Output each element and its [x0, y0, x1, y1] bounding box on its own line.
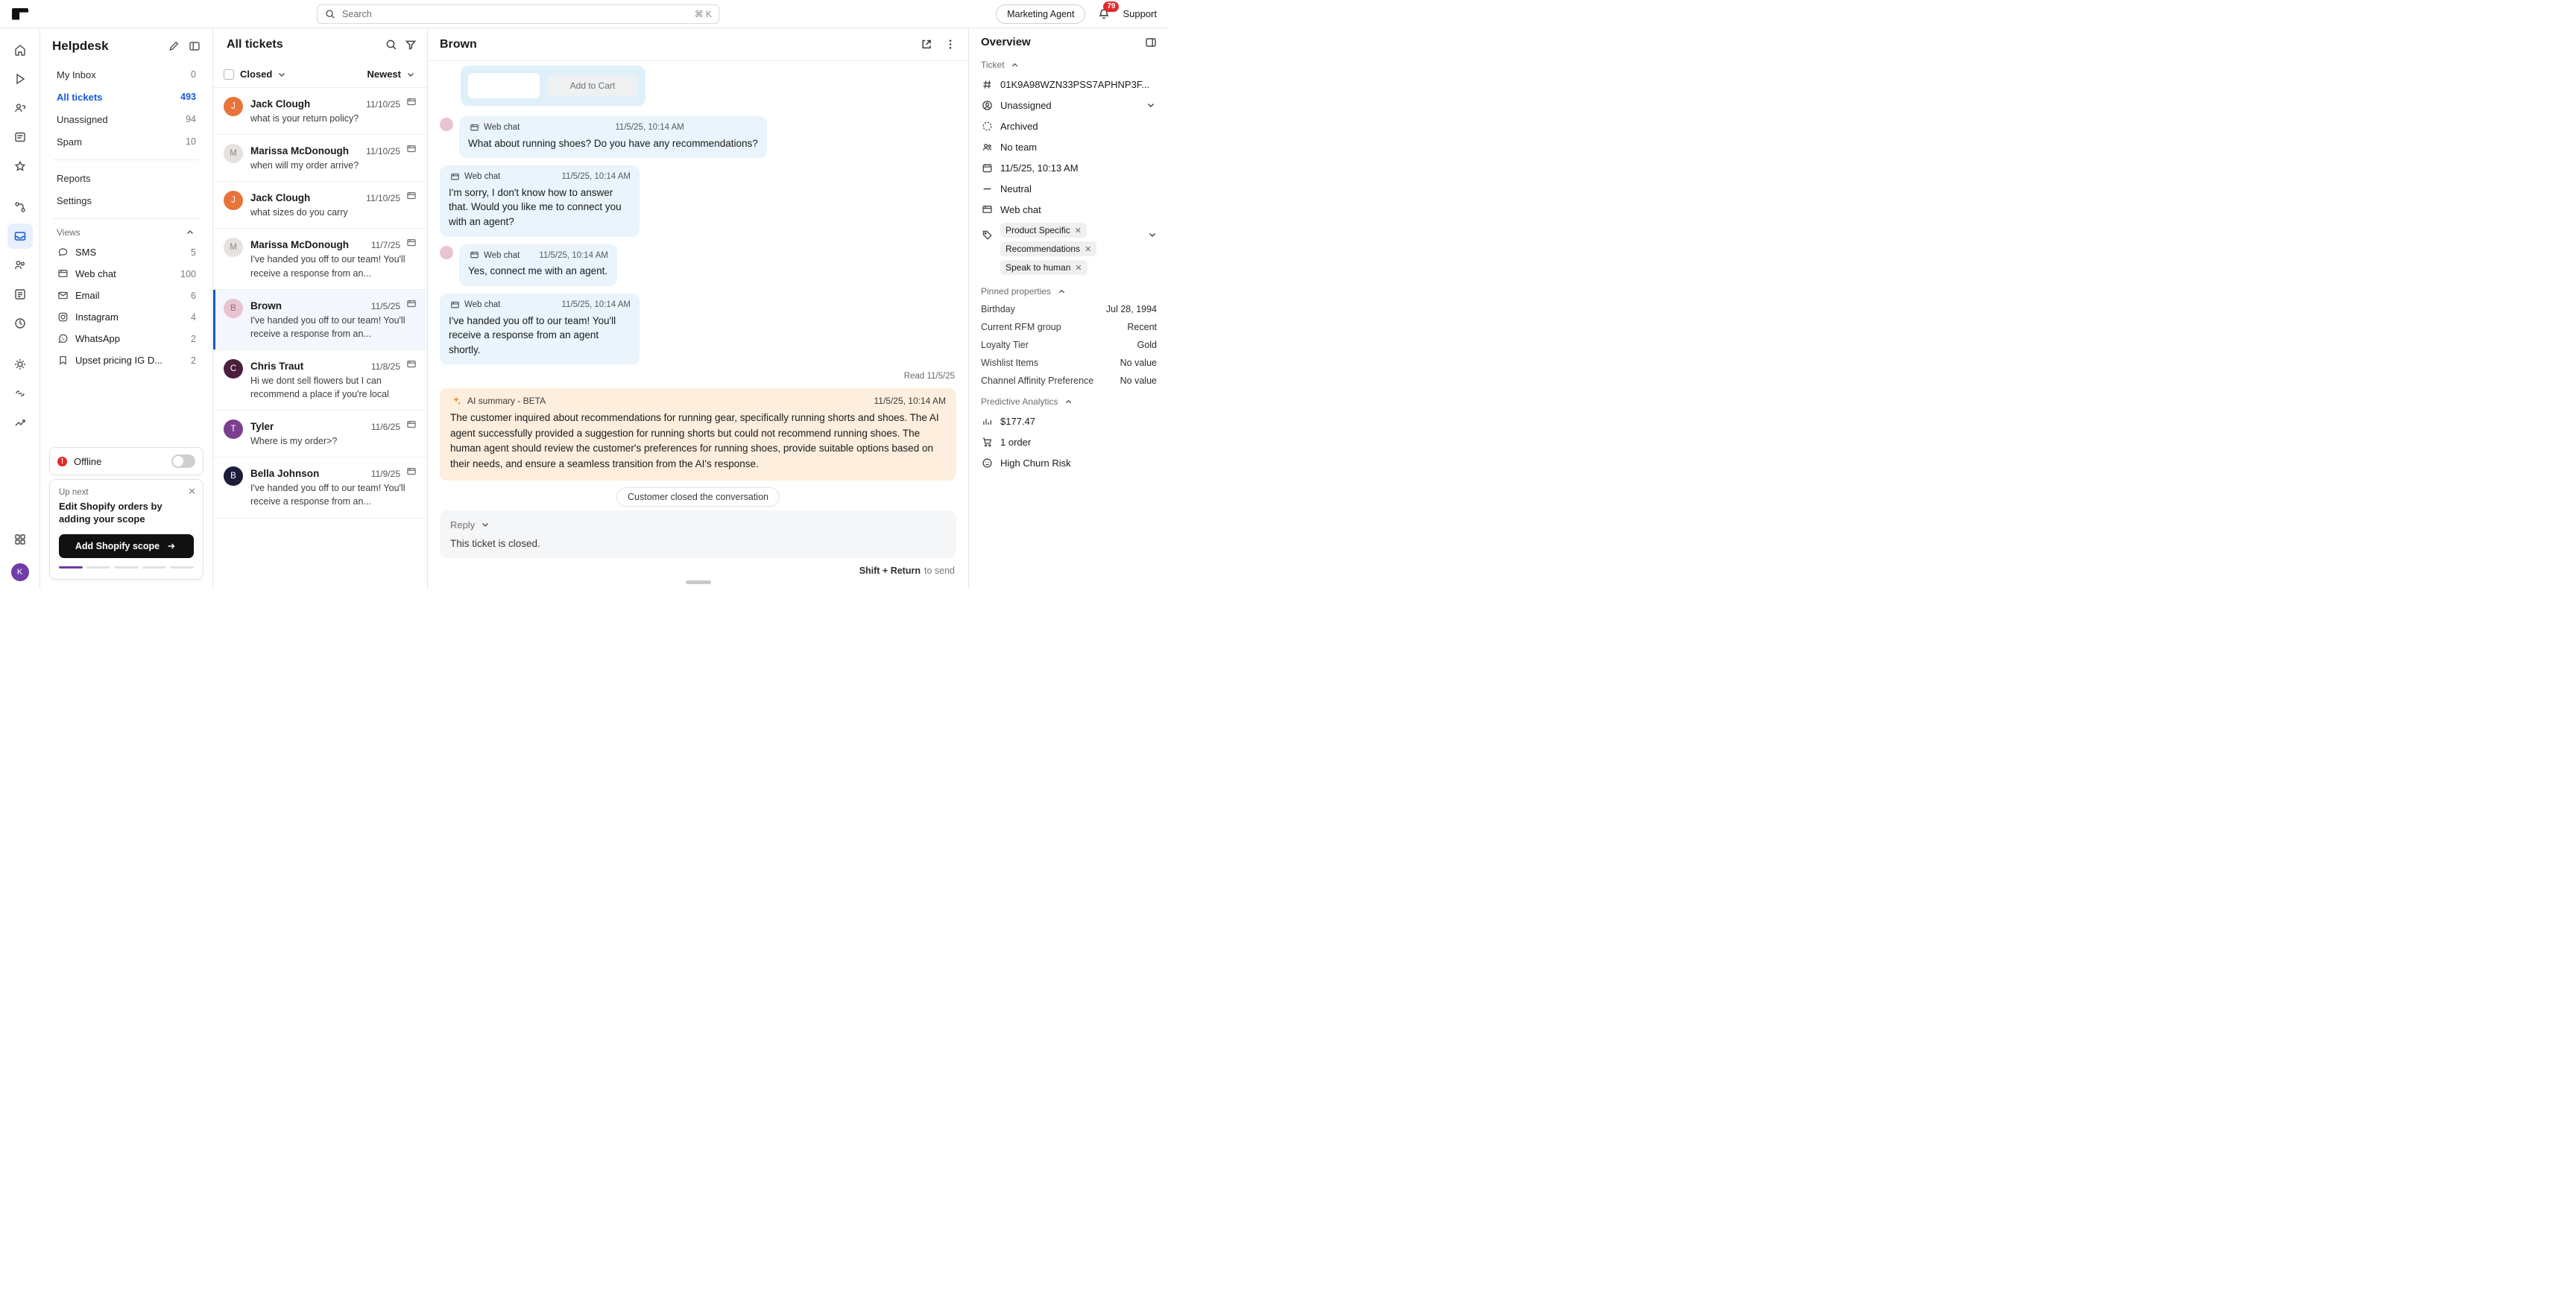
agent-status-bar[interactable] — [49, 447, 203, 475]
webchat-icon — [406, 144, 417, 154]
rail-apps-icon[interactable] — [7, 527, 33, 552]
reply-mode-dropdown[interactable] — [450, 519, 946, 531]
ticket-preview: I've handed you off to our team! You'll receive a response from an... — [250, 254, 405, 279]
rail-profiles-icon[interactable] — [7, 253, 33, 278]
churn-risk-row — [969, 452, 1169, 473]
search-shortcut: ⌘ K — [694, 8, 713, 19]
search-placeholder: Search — [342, 8, 372, 19]
sidebar-item-label: Unassigned — [57, 113, 108, 125]
collapse-panel-icon[interactable] — [189, 40, 201, 52]
table-row[interactable] — [213, 229, 427, 289]
table-row[interactable] — [213, 135, 427, 182]
avatar: M — [224, 144, 243, 163]
sidebar-item-count: 0 — [191, 69, 196, 80]
sidebar-item-reports[interactable] — [52, 168, 201, 189]
views-label: Views — [57, 227, 80, 238]
icon-rail — [0, 28, 40, 589]
pinned-section-label: Pinned properties — [981, 286, 1052, 297]
sidebar-view-count: 100 — [180, 268, 196, 279]
sidebar-item-settings[interactable] — [52, 190, 201, 211]
webchat-icon — [449, 299, 461, 311]
ticket-list-title: All tickets — [227, 38, 283, 51]
ticket-section-header[interactable] — [969, 53, 1169, 74]
message-time: 11/5/25, 10:14 AM — [561, 300, 631, 309]
rail-flows-icon[interactable] — [7, 194, 33, 220]
ticket-preview: what sizes do you carry — [250, 207, 348, 218]
product-image — [468, 73, 540, 98]
property-key: Current RFM group — [981, 322, 1061, 332]
created-value: 11/5/25, 10:13 AM — [1000, 162, 1079, 174]
chevron-up-icon — [1062, 396, 1074, 408]
webchat-icon — [406, 419, 417, 430]
avatar: T — [224, 419, 243, 439]
logo-icon — [12, 8, 28, 20]
rail-growth-icon[interactable] — [7, 410, 33, 435]
chevron-down-icon[interactable] — [1146, 229, 1158, 241]
close-icon[interactable]: ✕ — [188, 485, 196, 497]
message-row — [440, 244, 956, 286]
message-bubble — [459, 116, 767, 158]
rail-integrations-icon[interactable] — [7, 381, 33, 406]
message-text: I've handed you off to our team! You'll receive a response from an agent shortly. — [449, 314, 616, 355]
archive-icon — [981, 120, 993, 132]
sidebar-item-label: Settings — [57, 194, 92, 206]
chevron-down-icon — [405, 69, 417, 80]
message-row — [440, 116, 956, 158]
sidebar-view-label: WhatsApp — [75, 333, 120, 344]
overview-panel — [969, 28, 1169, 589]
ticket-date: 11/10/25 — [366, 193, 400, 204]
status-filter-dropdown[interactable] — [240, 69, 288, 80]
reply-composer[interactable] — [440, 510, 956, 558]
tag-icon — [981, 229, 993, 241]
ticket-preview: I've handed you off to our team! You'll receive a response from an... — [250, 483, 405, 507]
churn-risk-value: High Churn Risk — [1000, 457, 1071, 469]
tag-list — [1000, 223, 1139, 275]
sidebar-view-label: Upset pricing IG D... — [75, 355, 163, 366]
webchat-icon — [406, 359, 417, 370]
sort-label: Newest — [367, 69, 401, 80]
sidebar-view-upset-pricing[interactable] — [52, 349, 201, 371]
instagram-icon — [57, 311, 69, 323]
channel-value: Web chat — [1000, 203, 1041, 215]
message-channel — [468, 121, 520, 134]
sidebar-view-web-chat[interactable] — [52, 263, 201, 285]
ticket-date: 11/8/25 — [370, 361, 400, 372]
global-search-wrap — [40, 4, 996, 24]
ticket-preview: when will my order arrive? — [250, 160, 359, 171]
chevron-down-icon[interactable] — [1145, 99, 1157, 111]
message-time: 11/5/25, 10:14 AM — [539, 250, 608, 260]
property-value: No value — [1120, 358, 1157, 368]
reply-mode-label: Reply — [450, 519, 476, 531]
ticket-name: Jack Clough — [250, 192, 311, 204]
rail-campaigns-icon[interactable] — [7, 124, 33, 150]
conversation-closed-note — [440, 491, 956, 502]
order-count-value: 1 order — [1000, 436, 1032, 448]
chevron-down-icon — [479, 519, 491, 531]
person-icon — [981, 99, 993, 111]
ticket-list-toolbar — [213, 61, 427, 88]
sort-dropdown[interactable] — [367, 69, 417, 80]
app-body — [0, 28, 1169, 589]
team-row[interactable] — [969, 136, 1169, 157]
up-next-eyebrow: Up next — [59, 487, 89, 497]
remove-tag-icon[interactable]: ✕ — [1075, 263, 1082, 273]
team-value: No team — [1000, 141, 1038, 153]
status-badge[interactable] — [1000, 260, 1087, 275]
message-row — [440, 294, 640, 364]
message-bubble — [459, 244, 617, 286]
webchat-icon — [406, 97, 417, 107]
property-key: Loyalty Tier — [981, 340, 1029, 350]
ticket-preview: I've handed you off to our team! You'll receive a response from an... — [250, 314, 405, 339]
sidebar-view-label: Instagram — [75, 311, 119, 323]
sidebar-divider — [54, 159, 199, 160]
email-icon — [57, 290, 69, 302]
sidebar-item-my-inbox[interactable] — [52, 64, 201, 85]
status-filter-label: Closed — [240, 69, 273, 80]
collapse-overview-icon[interactable] — [1145, 37, 1157, 48]
created-row — [969, 157, 1169, 178]
message-bubble — [440, 165, 640, 236]
property-key: Channel Affinity Preference — [981, 376, 1094, 386]
table-row[interactable] — [213, 290, 427, 350]
ticket-list-panel — [213, 28, 428, 589]
tags-row — [969, 220, 1169, 279]
top-bar-right — [996, 1, 1169, 24]
add-shopify-scope-label: Add Shopify scope — [75, 541, 160, 551]
ticket-name: Bella Johnson — [250, 468, 320, 480]
ticket-date: 11/10/25 — [366, 99, 400, 110]
sidebar-view-count: 2 — [191, 355, 196, 366]
rail-bottom — [7, 527, 33, 581]
predicted-value-row — [969, 411, 1169, 431]
bookmark-icon — [57, 355, 69, 367]
ticket-name: Chris Traut — [250, 360, 304, 372]
avatar — [440, 246, 453, 259]
onboarding-progress — [59, 566, 194, 569]
composer-hint — [428, 566, 968, 580]
webchat-icon — [406, 466, 417, 477]
channel-label: Web chat — [464, 172, 501, 182]
conversation-title: Brown — [440, 37, 477, 51]
views-section-header[interactable] — [52, 227, 201, 238]
avatar: B — [224, 466, 243, 486]
sidebar-title: Helpdesk — [52, 39, 109, 53]
message-row — [440, 165, 640, 236]
top-bar — [0, 0, 1169, 28]
up-next-card — [49, 479, 203, 580]
composer-text: This ticket is closed. — [450, 538, 540, 549]
chevron-up-icon — [1009, 59, 1021, 71]
webchat-icon — [468, 250, 480, 262]
add-to-cart-button[interactable]: Add to Cart — [547, 75, 638, 96]
tag-label: Product Specific — [1006, 225, 1070, 235]
sms-icon — [57, 247, 69, 259]
sidebar-header — [52, 39, 201, 54]
app-root — [0, 0, 1169, 589]
sparkle-icon — [450, 395, 462, 407]
sentiment-value: Neutral — [1000, 183, 1032, 194]
message-list — [428, 61, 968, 510]
chevron-up-icon — [184, 227, 196, 238]
channel-label: Web chat — [464, 300, 501, 309]
chart-icon — [981, 415, 993, 427]
ticket-section-label: Ticket — [981, 60, 1005, 70]
cart-icon — [981, 436, 993, 448]
ticket-id-value: 01K9A98WZN33PSS7APHNP3F... — [1000, 78, 1150, 90]
search-input[interactable] — [317, 4, 719, 24]
message-text: What about running shoes? Do you have any recommendations? — [468, 137, 758, 149]
ai-summary-card — [440, 388, 956, 481]
sidebar-item-spam[interactable] — [52, 131, 201, 152]
property-value: Gold — [1137, 340, 1157, 350]
sidebar-view-count: 6 — [191, 290, 196, 301]
webchat-icon — [449, 171, 461, 183]
sidebar-view-label: Web chat — [75, 268, 116, 279]
team-icon — [981, 141, 993, 153]
ticket-preview: Hi we dont sell flowers but I can recommend a place if you're local — [250, 375, 389, 399]
ticket-date: 11/6/25 — [370, 422, 400, 433]
sidebar-view-count: 4 — [191, 311, 196, 323]
sidebar-item-label: Reports — [57, 172, 91, 184]
webchat-icon — [468, 121, 480, 133]
list-item[interactable] — [969, 336, 1169, 354]
app-logo[interactable] — [0, 8, 40, 20]
notifications-button[interactable] — [1096, 1, 1116, 22]
status-label: Offline — [74, 455, 102, 467]
ticket-date: 11/10/25 — [366, 146, 400, 157]
conversation-header — [428, 28, 968, 61]
up-next-title: Edit Shopify orders by adding your scope — [59, 500, 162, 525]
ticket-preview: Where is my order>? — [250, 436, 338, 447]
webchat-icon — [406, 191, 417, 201]
order-count-row — [969, 431, 1169, 452]
ticket-date: 11/7/25 — [370, 240, 400, 251]
conversation-panel — [428, 28, 969, 589]
avatar: J — [224, 97, 243, 116]
sidebar-item-count: 94 — [186, 114, 196, 124]
sidebar-item-label: Spam — [57, 136, 82, 148]
support-link[interactable]: Support — [1123, 8, 1157, 19]
status-badge[interactable] — [1000, 241, 1096, 256]
ticket-preview: what is your return policy? — [250, 113, 359, 124]
whatsapp-icon — [57, 333, 69, 345]
sidebar-item-count: 493 — [180, 92, 196, 102]
channel-label: Web chat — [484, 123, 520, 132]
rail-helpdesk-icon[interactable] — [7, 224, 33, 249]
composer-hint-text: to send — [924, 566, 955, 576]
channel-row — [969, 199, 1169, 220]
webchat-icon — [406, 238, 417, 248]
neutral-sentiment-icon — [981, 183, 993, 194]
remove-tag-icon[interactable]: ✕ — [1085, 244, 1092, 254]
ai-summary-time: 11/5/25, 10:14 AM — [874, 396, 946, 407]
table-row[interactable] — [213, 457, 427, 518]
avatar: M — [224, 238, 243, 257]
message-channel — [449, 299, 500, 311]
archived-row[interactable] — [969, 115, 1169, 136]
webchat-icon — [406, 299, 417, 309]
sidebar-view-count: 5 — [191, 247, 196, 258]
property-value: No value — [1120, 376, 1157, 386]
helpdesk-sidebar — [40, 28, 213, 589]
ticket-name: Marissa McDonough — [250, 145, 350, 157]
property-key: Wishlist Items — [981, 358, 1039, 368]
ai-summary-label: AI summary - BETA — [467, 396, 546, 407]
chevron-down-icon — [276, 69, 288, 80]
ticket-name: Tyler — [250, 421, 274, 433]
face-icon — [981, 457, 993, 469]
search-icon — [324, 8, 336, 20]
avatar: J — [224, 191, 243, 210]
ticket-id-row[interactable] — [969, 74, 1169, 95]
list-filter-icon[interactable] — [405, 39, 417, 51]
composer-hint-shortcut: Shift + Return — [859, 566, 921, 576]
sidebar-view-count: 2 — [191, 333, 196, 344]
assignee-value: Unassigned — [1000, 99, 1052, 111]
sidebar-divider-2 — [54, 218, 199, 219]
ticket-name: Jack Clough — [250, 98, 311, 110]
chevron-up-icon — [1055, 285, 1067, 297]
ticket-list-items — [213, 88, 427, 589]
rail-reviews-icon[interactable] — [7, 153, 33, 179]
webchat-icon — [57, 268, 69, 280]
tag-label: Recommendations — [1006, 244, 1081, 254]
open-external-icon[interactable] — [921, 39, 932, 51]
sidebar-item-unassigned[interactable] — [52, 109, 201, 130]
table-row[interactable] — [213, 350, 427, 411]
status-toggle[interactable] — [171, 455, 195, 468]
list-search-icon[interactable] — [385, 39, 397, 51]
rail-forms-icon[interactable] — [7, 282, 33, 307]
more-options-icon[interactable] — [944, 39, 956, 51]
predictive-section-header[interactable] — [969, 390, 1169, 411]
tag-label: Speak to human — [1006, 262, 1071, 273]
remove-tag-icon[interactable]: ✕ — [1074, 226, 1082, 235]
product-card[interactable] — [461, 66, 645, 106]
sidebar-view-email[interactable] — [52, 285, 201, 306]
arrow-right-icon — [165, 540, 177, 552]
message-channel — [449, 171, 500, 183]
ticket-date: 11/5/25 — [370, 300, 400, 311]
avatar: C — [224, 359, 243, 379]
rail-automations-icon[interactable] — [7, 66, 33, 92]
add-shopify-scope-button[interactable] — [59, 534, 194, 558]
predicted-value: $177.47 — [1000, 415, 1035, 427]
sidebar-item-all-tickets[interactable] — [52, 86, 201, 107]
ticket-name: Marissa McDonough — [250, 239, 350, 251]
ai-summary-text: The customer inquired about recommendations for running gear, specifically running shorts and shoes. The AI agent successfully provided a suggestion for running shorts but could not recommend running shoes. The human agent should review the customer's preferences for running shoes, provide suitable options based on their needs, and ensure a seamless transition from the AI's response. — [450, 412, 939, 469]
sidebar-item-label: All tickets — [57, 91, 103, 103]
read-receipt: Read 11/5/25 — [903, 372, 955, 381]
closed-note-label: Customer closed the conversation — [616, 487, 780, 507]
sidebar-view-whatsapp[interactable] — [52, 328, 201, 349]
resize-handle[interactable] — [686, 580, 711, 584]
sidebar-folders — [52, 64, 201, 152]
message-channel — [468, 250, 520, 262]
predictive-section-label: Predictive Analytics — [981, 396, 1058, 407]
table-row[interactable] — [213, 88, 427, 135]
sidebar-item-count: 10 — [186, 136, 196, 147]
list-item[interactable] — [969, 318, 1169, 336]
avatar: B — [224, 299, 243, 318]
list-item[interactable] — [969, 354, 1169, 372]
property-value: Jul 28, 1994 — [1105, 304, 1157, 314]
hash-icon — [981, 78, 993, 90]
sentiment-row — [969, 178, 1169, 199]
archived-value: Archived — [1000, 120, 1038, 132]
message-text: I'm sorry, I don't know how to answer that. Would you like me to connect you with an agent? — [449, 186, 622, 228]
overview-header — [969, 28, 1169, 53]
overview-title: Overview — [981, 36, 1031, 48]
sidebar-item-label: My Inbox — [57, 69, 96, 80]
marketing-agent-button[interactable]: Marketing Agent — [996, 4, 1085, 24]
webchat-icon — [981, 203, 993, 215]
rail-analytics-icon[interactable] — [7, 311, 33, 336]
message-text: Yes, connect me with an agent. — [468, 265, 608, 277]
channel-label: Web chat — [484, 250, 520, 260]
message-bubble — [440, 294, 640, 364]
rail-ideas-icon[interactable] — [7, 352, 33, 377]
status-offline-icon: ! — [57, 457, 67, 466]
ticket-name: Brown — [250, 300, 282, 311]
ticket-date: 11/9/25 — [370, 469, 400, 480]
calendar-icon — [981, 162, 993, 174]
message-time: 11/5/25, 10:14 AM — [615, 123, 684, 132]
ticket-list-header — [213, 28, 427, 61]
status-badge[interactable] — [1000, 223, 1087, 238]
table-row[interactable] — [213, 182, 427, 229]
rail-home-icon[interactable] — [7, 37, 33, 63]
pinned-section-header[interactable] — [969, 279, 1169, 300]
property-value: Recent — [1127, 322, 1157, 332]
list-item[interactable] — [969, 372, 1169, 390]
user-avatar[interactable]: K — [11, 563, 29, 581]
sidebar-view-label: Email — [75, 290, 100, 301]
compose-icon[interactable] — [168, 40, 180, 52]
avatar — [440, 118, 453, 131]
assignee-row[interactable] — [969, 95, 1169, 115]
table-row[interactable] — [213, 411, 427, 457]
sidebar-view-label: SMS — [75, 247, 97, 258]
sidebar-view-instagram[interactable] — [52, 306, 201, 328]
message-time: 11/5/25, 10:14 AM — [561, 172, 631, 182]
select-all-checkbox[interactable] — [224, 69, 234, 80]
notification-badge: 79 — [1103, 1, 1119, 12]
rail-audience-icon[interactable] — [7, 95, 33, 121]
list-item[interactable] — [969, 300, 1169, 318]
property-key: Birthday — [981, 304, 1015, 314]
sidebar-view-sms[interactable] — [52, 241, 201, 263]
